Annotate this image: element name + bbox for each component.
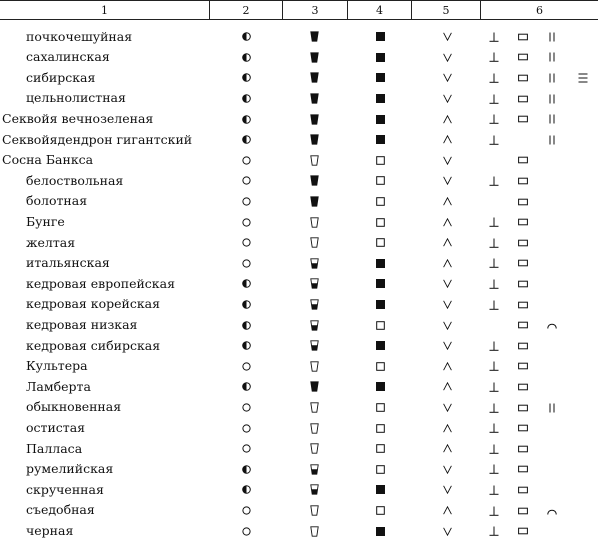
half-filled-circle-icon [238, 315, 254, 336]
empty-square-icon [372, 171, 388, 192]
small-rectangle-icon [515, 439, 531, 460]
filled-cup-icon [306, 377, 322, 398]
arc-icon [544, 315, 560, 336]
species-name: белоствольная [26, 172, 124, 188]
empty-square-icon [372, 233, 388, 254]
small-rectangle-icon [515, 109, 531, 130]
species-name: кедровая европейская [26, 275, 175, 291]
perpendicular-icon [486, 171, 502, 192]
species-name: итальянская [26, 255, 110, 271]
filled-square-icon [372, 88, 388, 109]
empty-circle-icon [238, 150, 254, 171]
small-rectangle-icon [515, 47, 531, 68]
filled-square-icon [372, 336, 388, 357]
small-rectangle-icon [515, 521, 531, 541]
triple-bar-icon [575, 68, 591, 89]
filled-square-icon [372, 253, 388, 274]
small-rectangle-icon [515, 418, 531, 439]
perpendicular-icon [486, 439, 502, 460]
table-row [0, 253, 598, 274]
perpendicular-icon [486, 212, 502, 233]
column-header-3: 3 [311, 4, 319, 17]
species-name: румелийская [26, 461, 114, 477]
half-filled-cup-icon [306, 294, 322, 315]
half-filled-circle-icon [238, 336, 254, 357]
species-name: желтая [26, 234, 76, 250]
empty-cup-icon [306, 418, 322, 439]
half-filled-circle-icon [238, 274, 254, 295]
parallel-lines-icon [544, 109, 560, 130]
v-down-icon [439, 68, 455, 89]
table-row [0, 130, 598, 151]
empty-circle-icon [238, 418, 254, 439]
v-down-icon [439, 294, 455, 315]
v-down-icon [439, 171, 455, 192]
caret-up-icon [439, 439, 455, 460]
small-rectangle-icon [515, 336, 531, 357]
perpendicular-icon [486, 130, 502, 151]
empty-circle-icon [238, 356, 254, 377]
filled-square-icon [372, 274, 388, 295]
column-header-5: 5 [442, 4, 450, 17]
perpendicular-icon [486, 480, 502, 501]
caret-up-icon [439, 500, 455, 521]
table-row [0, 212, 598, 233]
filled-cup-icon [306, 68, 322, 89]
small-rectangle-icon [515, 500, 531, 521]
arc-icon [544, 500, 560, 521]
small-rectangle-icon [515, 459, 531, 480]
table-row [0, 150, 598, 171]
empty-cup-icon [306, 212, 322, 233]
half-filled-cup-icon [306, 315, 322, 336]
empty-square-icon [372, 418, 388, 439]
species-name: сахалинская [26, 49, 110, 65]
v-down-icon [439, 480, 455, 501]
half-filled-cup-icon [306, 459, 322, 480]
table-row [0, 439, 598, 460]
species-name: съедобная [26, 502, 95, 518]
table-row [0, 521, 598, 541]
v-down-icon [439, 47, 455, 68]
small-rectangle-icon [515, 171, 531, 192]
species-name: кедровая корейская [26, 296, 161, 312]
filled-cup-icon [306, 109, 322, 130]
table-row [0, 418, 598, 439]
table-row [0, 109, 598, 130]
filled-cup-icon [306, 88, 322, 109]
table-row [0, 480, 598, 501]
empty-square-icon [372, 356, 388, 377]
empty-square-icon [372, 459, 388, 480]
caret-up-icon [439, 109, 455, 130]
parallel-lines-icon [544, 47, 560, 68]
caret-up-icon [439, 212, 455, 233]
empty-circle-icon [238, 521, 254, 541]
half-filled-circle-icon [238, 459, 254, 480]
v-down-icon [439, 397, 455, 418]
empty-square-icon [372, 500, 388, 521]
species-name: цельнолистная [26, 90, 126, 106]
empty-cup-icon [306, 521, 322, 541]
small-rectangle-icon [515, 377, 531, 398]
caret-up-icon [439, 130, 455, 151]
half-filled-circle-icon [238, 294, 254, 315]
perpendicular-icon [486, 88, 502, 109]
small-rectangle-icon [515, 88, 531, 109]
table-row [0, 171, 598, 192]
species-name: Секвойядендрон гигантский [2, 131, 193, 147]
v-down-icon [439, 521, 455, 541]
half-filled-circle-icon [238, 27, 254, 48]
v-down-icon [439, 336, 455, 357]
species-name: черная [26, 522, 74, 538]
column-header-6: 6 [536, 4, 543, 17]
half-filled-circle-icon [238, 377, 254, 398]
filled-square-icon [372, 47, 388, 68]
v-down-icon [439, 88, 455, 109]
perpendicular-icon [486, 521, 502, 541]
table-row [0, 294, 598, 315]
species-name: скрученная [26, 481, 104, 497]
small-rectangle-icon [515, 315, 531, 336]
filled-square-icon [372, 130, 388, 151]
perpendicular-icon [486, 109, 502, 130]
perpendicular-icon [486, 47, 502, 68]
small-rectangle-icon [515, 212, 531, 233]
perpendicular-icon [486, 336, 502, 357]
caret-up-icon [439, 418, 455, 439]
half-filled-circle-icon [238, 68, 254, 89]
perpendicular-icon [486, 253, 502, 274]
v-down-icon [439, 150, 455, 171]
v-down-icon [439, 274, 455, 295]
parallel-lines-icon [544, 27, 560, 48]
caret-up-icon [439, 253, 455, 274]
table-row [0, 356, 598, 377]
species-name: болотная [26, 193, 88, 209]
filled-cup-icon [306, 130, 322, 151]
empty-cup-icon [306, 233, 322, 254]
filled-cup-icon [306, 171, 322, 192]
half-filled-circle-icon [238, 130, 254, 151]
table-row [0, 27, 598, 48]
column-header-1: 1 [101, 4, 108, 17]
perpendicular-icon [486, 294, 502, 315]
half-filled-cup-icon [306, 480, 322, 501]
filled-square-icon [372, 27, 388, 48]
filled-cup-icon [306, 47, 322, 68]
species-name: кедровая низкая [26, 316, 138, 332]
perpendicular-icon [486, 356, 502, 377]
parallel-lines-icon [544, 68, 560, 89]
perpendicular-icon [486, 418, 502, 439]
empty-cup-icon [306, 150, 322, 171]
empty-circle-icon [238, 397, 254, 418]
small-rectangle-icon [515, 294, 531, 315]
filled-cup-icon [306, 27, 322, 48]
table-row [0, 500, 598, 521]
perpendicular-icon [486, 459, 502, 480]
half-filled-circle-icon [238, 480, 254, 501]
half-filled-circle-icon [238, 88, 254, 109]
half-filled-cup-icon [306, 253, 322, 274]
table-row [0, 274, 598, 295]
half-filled-cup-icon [306, 274, 322, 295]
empty-circle-icon [238, 500, 254, 521]
small-rectangle-icon [515, 27, 531, 48]
filled-square-icon [372, 294, 388, 315]
perpendicular-icon [486, 68, 502, 89]
small-rectangle-icon [515, 68, 531, 89]
species-name: Палласа [26, 440, 83, 456]
species-name: Ламберта [26, 378, 91, 394]
small-rectangle-icon [515, 480, 531, 501]
perpendicular-icon [486, 27, 502, 48]
table-row [0, 47, 598, 68]
small-rectangle-icon [515, 233, 531, 254]
species-name: Культера [26, 358, 88, 374]
filled-square-icon [372, 68, 388, 89]
column-header-4: 4 [376, 4, 383, 17]
table-row [0, 336, 598, 357]
table-row [0, 459, 598, 480]
filled-cup-icon [306, 191, 322, 212]
small-rectangle-icon [515, 253, 531, 274]
empty-cup-icon [306, 500, 322, 521]
table-header [0, 0, 598, 20]
empty-circle-icon [238, 212, 254, 233]
caret-up-icon [439, 233, 455, 254]
caret-up-icon [439, 191, 455, 212]
species-name: Бунге [26, 213, 65, 229]
filled-square-icon [372, 521, 388, 541]
table-row [0, 191, 598, 212]
empty-cup-icon [306, 397, 322, 418]
small-rectangle-icon [515, 191, 531, 212]
v-down-icon [439, 27, 455, 48]
table-row [0, 233, 598, 254]
column-header-2: 2 [242, 4, 250, 17]
table-row [0, 88, 598, 109]
species-name: остистая [26, 419, 86, 435]
half-filled-cup-icon [306, 336, 322, 357]
small-rectangle-icon [515, 274, 531, 295]
species-name: кедровая сибирская [26, 337, 161, 353]
empty-circle-icon [238, 439, 254, 460]
small-rectangle-icon [515, 356, 531, 377]
filled-square-icon [372, 109, 388, 130]
species-name: почкочешуйная [26, 28, 133, 44]
parallel-lines-icon [544, 88, 560, 109]
filled-square-icon [372, 480, 388, 501]
empty-circle-icon [238, 233, 254, 254]
perpendicular-icon [486, 274, 502, 295]
small-rectangle-icon [515, 397, 531, 418]
species-name: Сосна Банкса [2, 152, 94, 168]
table-row [0, 315, 598, 336]
species-name: Секвойя вечнозеленая [2, 110, 154, 126]
caret-up-icon [439, 356, 455, 377]
perpendicular-icon [486, 377, 502, 398]
small-rectangle-icon [515, 150, 531, 171]
v-down-icon [439, 315, 455, 336]
filled-square-icon [372, 377, 388, 398]
empty-cup-icon [306, 356, 322, 377]
empty-square-icon [372, 191, 388, 212]
empty-circle-icon [238, 191, 254, 212]
empty-square-icon [372, 439, 388, 460]
empty-square-icon [372, 150, 388, 171]
empty-square-icon [372, 397, 388, 418]
empty-square-icon [372, 315, 388, 336]
empty-circle-icon [238, 253, 254, 274]
perpendicular-icon [486, 233, 502, 254]
half-filled-circle-icon [238, 47, 254, 68]
half-filled-circle-icon [238, 109, 254, 130]
parallel-lines-icon [544, 130, 560, 151]
perpendicular-icon [486, 397, 502, 418]
species-name: сибирская [26, 69, 96, 85]
v-down-icon [439, 459, 455, 480]
empty-square-icon [372, 212, 388, 233]
species-name: обыкновенная [26, 399, 122, 415]
empty-circle-icon [238, 171, 254, 192]
table-row [0, 397, 598, 418]
perpendicular-icon [486, 500, 502, 521]
parallel-lines-icon [544, 397, 560, 418]
caret-up-icon [439, 377, 455, 398]
table-row [0, 377, 598, 398]
empty-cup-icon [306, 439, 322, 460]
table-row [0, 68, 598, 89]
